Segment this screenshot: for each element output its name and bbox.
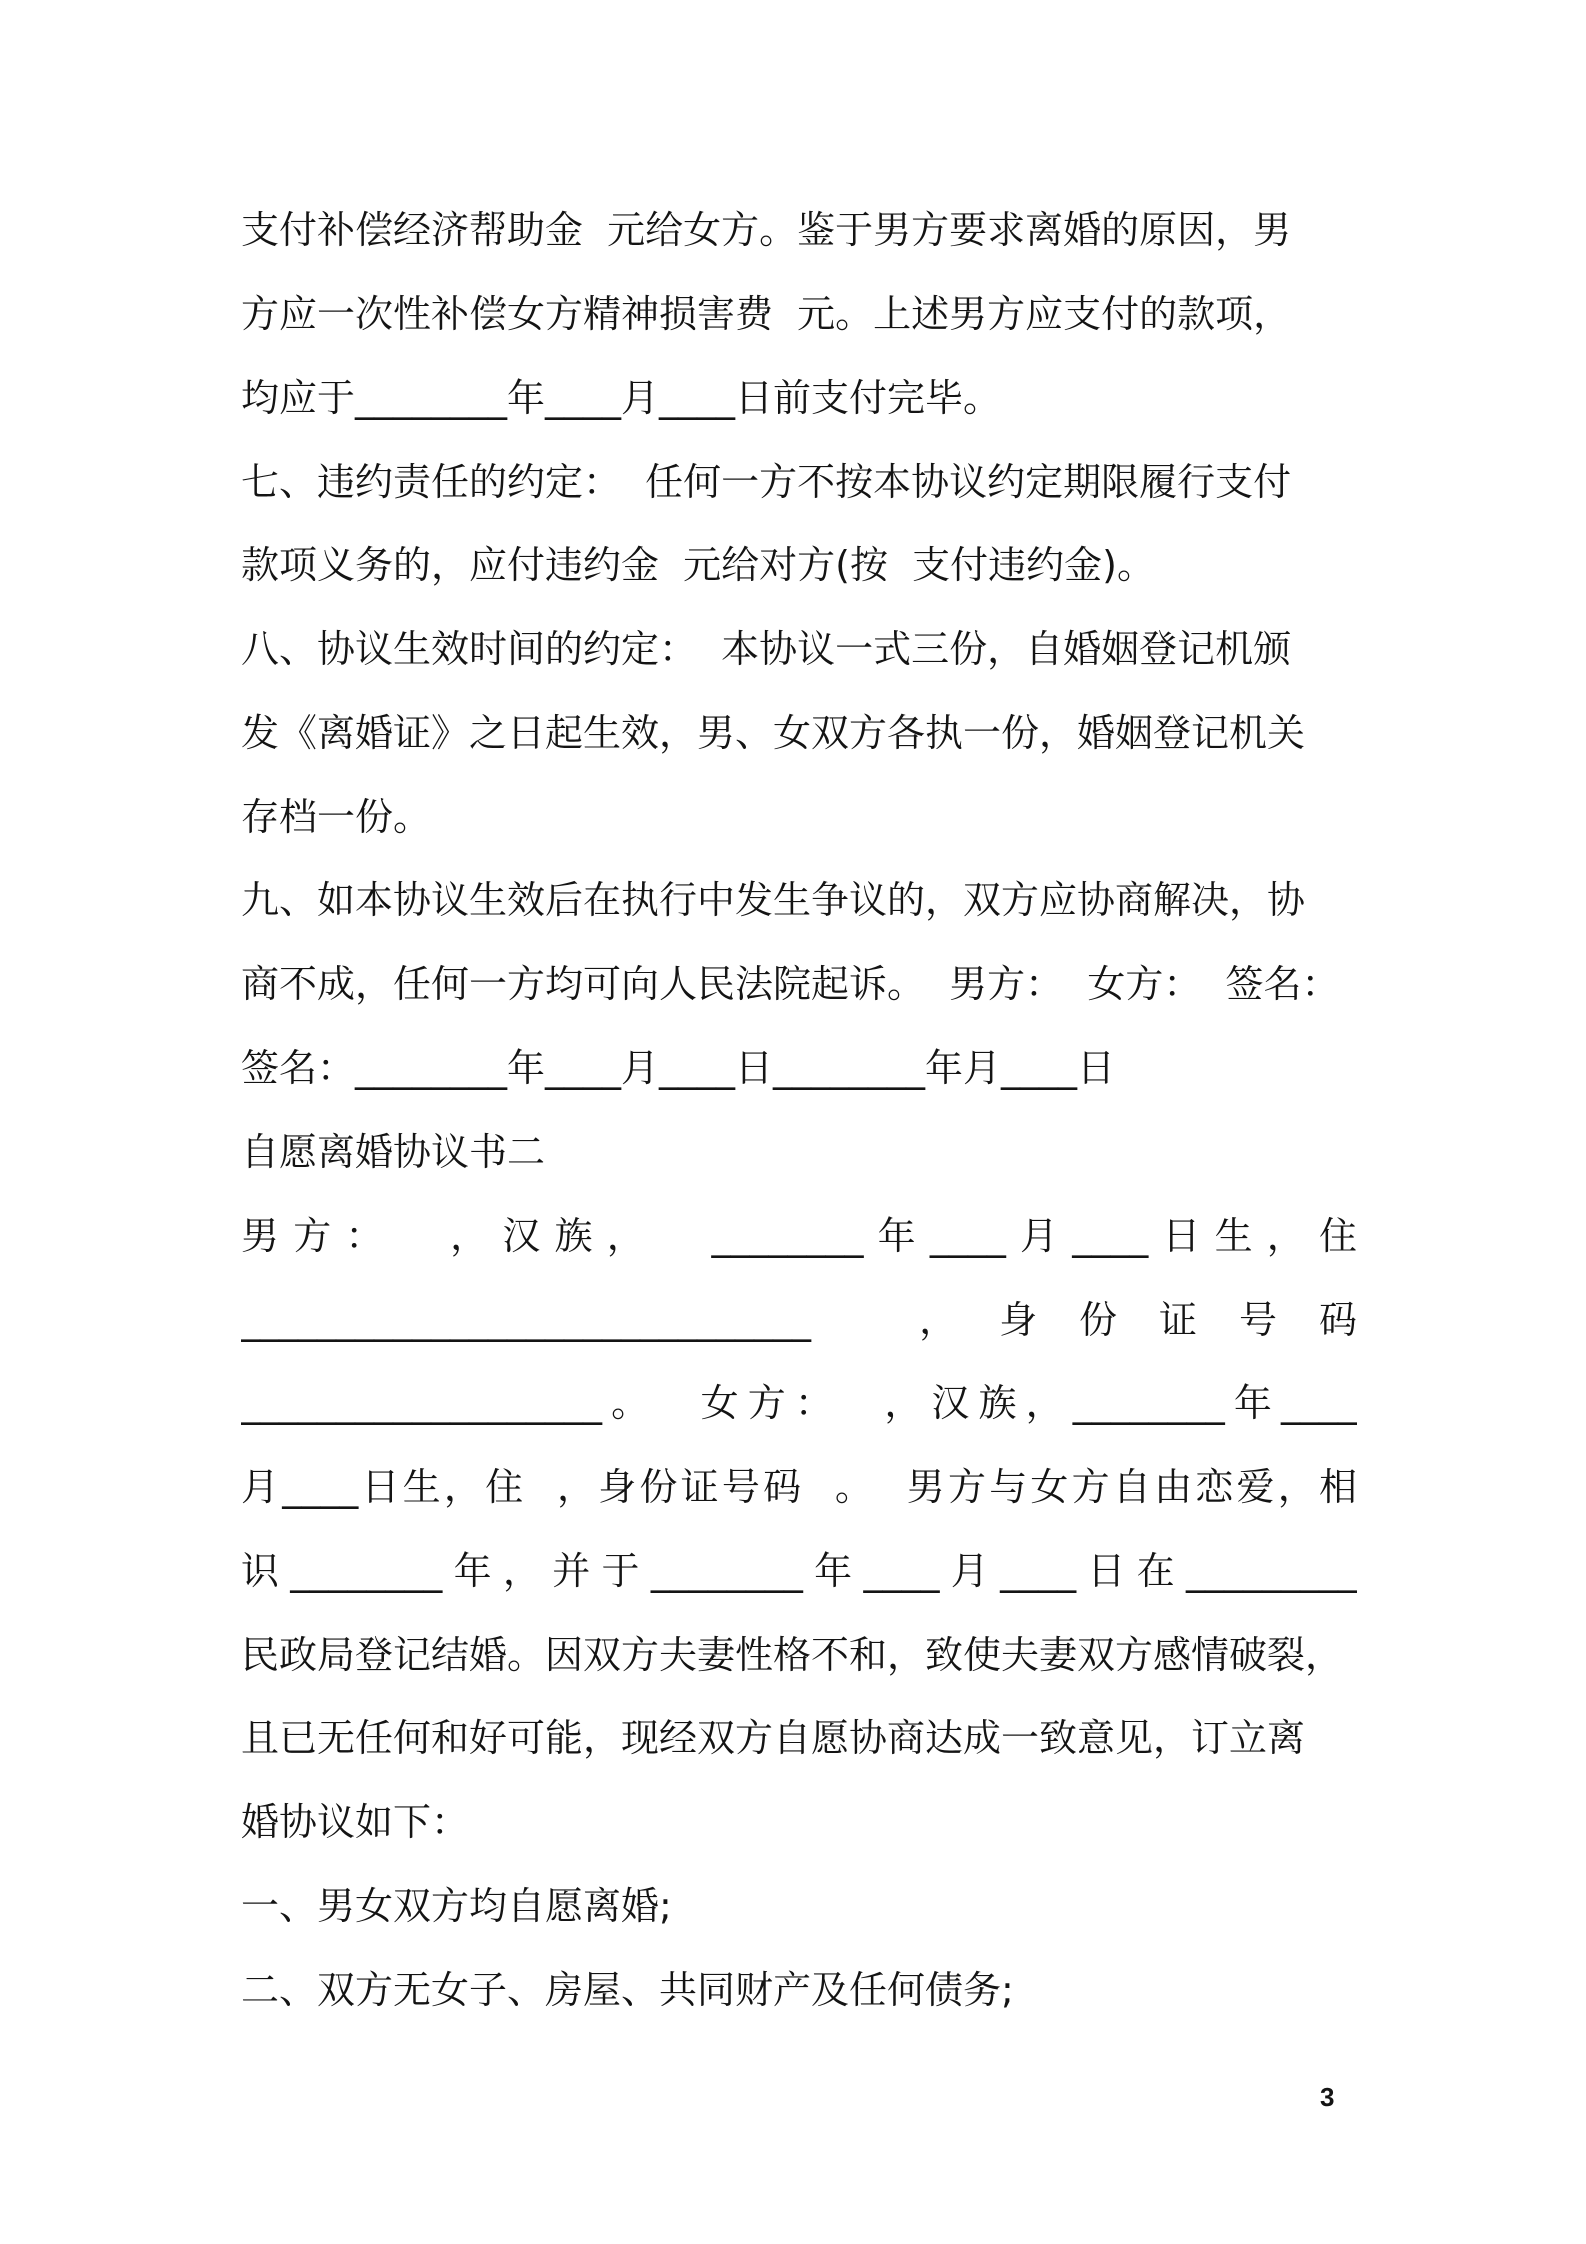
text-line-1: 支付补偿经济帮助金 元给女方。鉴于男方要求离婚的原因，男 [241,208,1292,252]
section-title: 自愿离婚协议书二 [241,1130,546,1174]
text-line-3: 均应于________年____月____日前支付完毕。 [241,376,1002,420]
text-line-16: 月____日生，住 ，身份证号码 。 男方与女方自由恋爱，相 [241,1465,1357,1509]
text-line-14: ______________________________ ，身份证号码 [241,1298,1357,1342]
text-line-21: 一、男女双方均自愿离婚; [241,1884,672,1928]
text-line-17: 识________年，并于________年____月____日在_________ [241,1549,1357,1593]
text-line-20: 婚协议如下： [241,1800,470,1844]
text-line-13: 男方： ，汉族， ________年____月____日生，住 [241,1214,1357,1258]
text-line-6: 八、协议生效时间的约定： 本协议一式三份，自婚姻登记机颁 [241,627,1292,671]
text-line-10: 商不成，任何一方均可向人民法院起诉。 男方： 女方： 签名： [241,962,1340,1006]
text-line-22: 二、双方无女子、房屋、共同财产及任何债务; [241,1968,1014,2012]
page-number: 3 [1320,2082,1335,2112]
text-line-15: ___________________。 女方： ，汉族，________年____ [241,1381,1357,1425]
text-line-9: 九、如本协议生效后在执行中发生争议的，双方应协商解决，协 [241,878,1306,922]
text-line-8: 存档一份。 [241,795,432,839]
text-line-4: 七、违约责任的约定： 任何一方不按本协议约定期限履行支付 [241,460,1292,504]
text-line-19: 且已无任何和好可能，现经双方自愿协商达成一致意见，订立离 [241,1716,1306,1760]
text-line-18: 民政局登记结婚。因双方夫妻性格不和，致使夫妻双方感情破裂， [241,1633,1344,1677]
text-line-7: 发《离婚证》之日起生效，男、女双方各执一份，婚姻登记机关 [241,711,1306,755]
text-line-2: 方应一次性补偿女方精神损害费 元。上述男方应支付的款项， [241,292,1292,336]
text-line-11: 签名：________年____月____日________年月____日 [241,1046,1116,1090]
text-line-5: 款项义务的，应付违约金 元给对方(按 支付违约金)。 [241,543,1155,587]
